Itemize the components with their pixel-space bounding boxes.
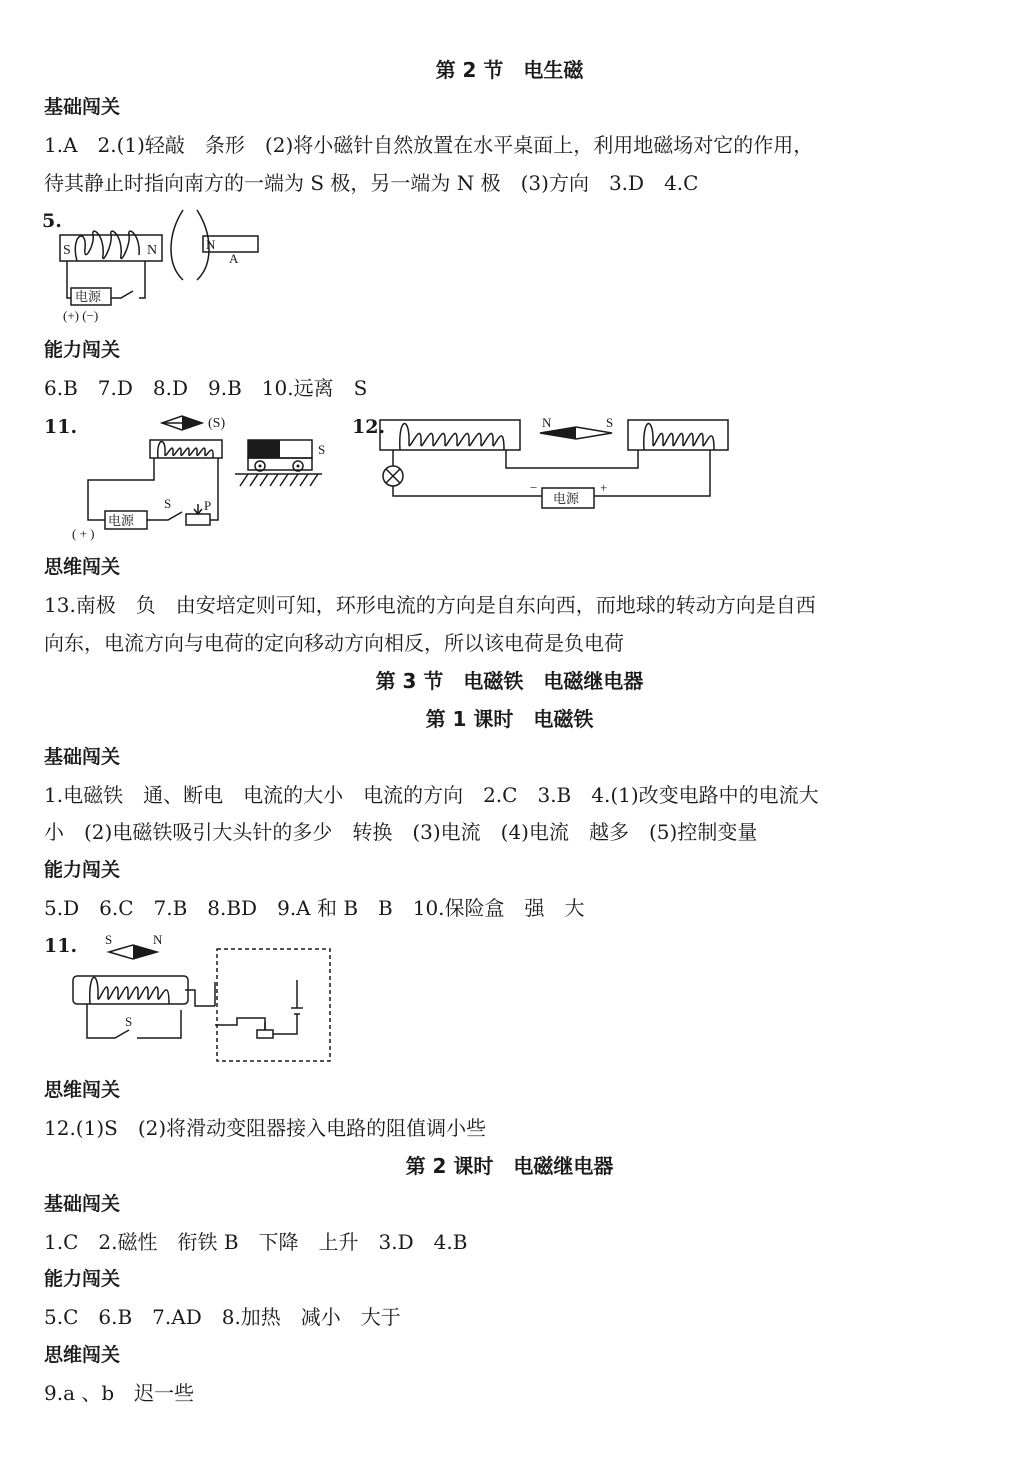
answer-line: 12.(1)S (2)将滑动变阻器接入电路的阻值调小些 <box>44 1116 487 1140</box>
needle-north-label: N <box>542 415 552 430</box>
cart-pole-label: S <box>318 442 326 457</box>
wire <box>215 1018 265 1030</box>
wire <box>273 1014 297 1034</box>
answer-line: 向东，电流方向与电荷的定向移动方向相反，所以该电荷是负电荷 <box>44 631 624 655</box>
field-line <box>171 210 183 280</box>
power-label: 电源 <box>553 491 580 506</box>
question-number: 11. <box>44 416 78 438</box>
lamp-cross <box>386 469 400 483</box>
section-label-ability: 能力闯关 <box>44 859 121 881</box>
coil-left-pole: S <box>63 243 71 258</box>
section-label-thinking: 思维闯关 <box>44 1079 121 1101</box>
switch <box>111 291 133 298</box>
diagram-q5 <box>55 205 270 330</box>
coil-winding <box>158 442 213 458</box>
cart-magnet-dark <box>248 440 280 458</box>
needle-north-label: N <box>153 932 163 947</box>
coil-winding <box>90 977 169 1004</box>
section-label-thinking: 思维闯关 <box>44 556 121 578</box>
dashed-box <box>217 949 330 1061</box>
wire <box>137 1010 181 1038</box>
question-number: 11. <box>44 935 78 957</box>
answer-line: 13.南极 负 由安培定则可知，环形电流的方向是自东向西，而地球的转动方向是自西 <box>44 593 816 617</box>
answer-line: 9.a 、b 迟一些 <box>44 1381 195 1405</box>
polarity-label: ( + ) <box>72 526 95 541</box>
question-number: 12. <box>352 416 386 438</box>
lesson-title: 第 1 课时 电磁铁 <box>425 707 594 731</box>
section-label-basic: 基础闯关 <box>44 1193 121 1215</box>
minus-label: − <box>530 480 538 495</box>
wire <box>506 450 638 468</box>
wire <box>185 990 215 1006</box>
answer-line: 5.C 6.B 7.AD 8.加热 减小 大于 <box>44 1305 401 1329</box>
answer-line: 1.A 2.(1)轻敲 条形 (2)将小磁针自然放置在水平桌面上，利用地磁场对它的作用， <box>44 133 814 157</box>
power-label: 电源 <box>108 513 135 528</box>
switch <box>87 1004 129 1038</box>
coil-winding <box>400 424 504 450</box>
answer-line: 待其静止时指向南方的一端为 S 极，另一端为 N 极 (3)方向 3.D 4.C <box>44 171 699 195</box>
rheostat <box>257 1030 273 1038</box>
diagram-l1-q11 <box>65 930 340 1065</box>
section-label-basic: 基础闯关 <box>44 746 121 768</box>
magnet-north-label: N <box>206 237 216 252</box>
lesson-title: 第 2 课时 电磁继电器 <box>405 1154 614 1178</box>
wire <box>393 486 542 496</box>
plus-label: + <box>600 480 608 495</box>
rheostat <box>186 514 210 525</box>
section-label-ability: 能力闯关 <box>44 339 121 361</box>
answer-line: 5.D 6.C 7.B 8.BD 9.A 和 B B 10.保险盒 强 大 <box>44 896 585 920</box>
magnet-a-label: A <box>229 251 239 266</box>
answer-line: 1.电磁铁 通、断电 电流的大小 电流的方向 2.C 3.B 4.(1)改变电路中的电流大 <box>44 783 819 807</box>
needle-pole-label: (S) <box>208 416 226 431</box>
ground-hatching <box>240 474 318 486</box>
wire <box>594 450 710 496</box>
answer-line: 1.C 2.磁性 衔铁 B 下降 上升 3.D 4.B <box>44 1230 468 1254</box>
diagram-q11 <box>70 408 340 543</box>
wire <box>139 261 145 298</box>
coil-winding <box>644 424 714 450</box>
section-title: 第 3 节 电磁铁 电磁继电器 <box>375 669 644 693</box>
coil-right-pole: N <box>147 243 158 258</box>
needle-south-label: S <box>105 932 113 947</box>
section-label-ability: 能力闯关 <box>44 1268 121 1290</box>
power-label: 电源 <box>75 289 102 304</box>
electromagnet-right <box>628 420 728 450</box>
polarity-label: (+) (−) <box>63 308 99 323</box>
section-title: 第 2 节 电生磁 <box>435 58 584 82</box>
slider-label: P <box>204 498 212 513</box>
slider-arrow <box>194 504 202 514</box>
electromagnet-left <box>380 420 520 450</box>
section-label-thinking: 思维闯关 <box>44 1344 121 1366</box>
section-label-basic: 基础闯关 <box>44 96 121 118</box>
answer-line: 小 (2)电磁铁吸引大头针的多少 转换 (3)电流 (4)电流 越多 (5)控制变量 <box>44 820 758 844</box>
switch-label: S <box>125 1014 133 1029</box>
answer-line: 6.B 7.D 8.D 9.B 10.远离 S <box>44 376 368 400</box>
switch <box>147 512 182 520</box>
switch-label: S <box>164 496 172 511</box>
diagram-q12 <box>380 408 740 513</box>
needle-south-label: S <box>606 415 614 430</box>
question-number: 5. <box>42 210 62 232</box>
